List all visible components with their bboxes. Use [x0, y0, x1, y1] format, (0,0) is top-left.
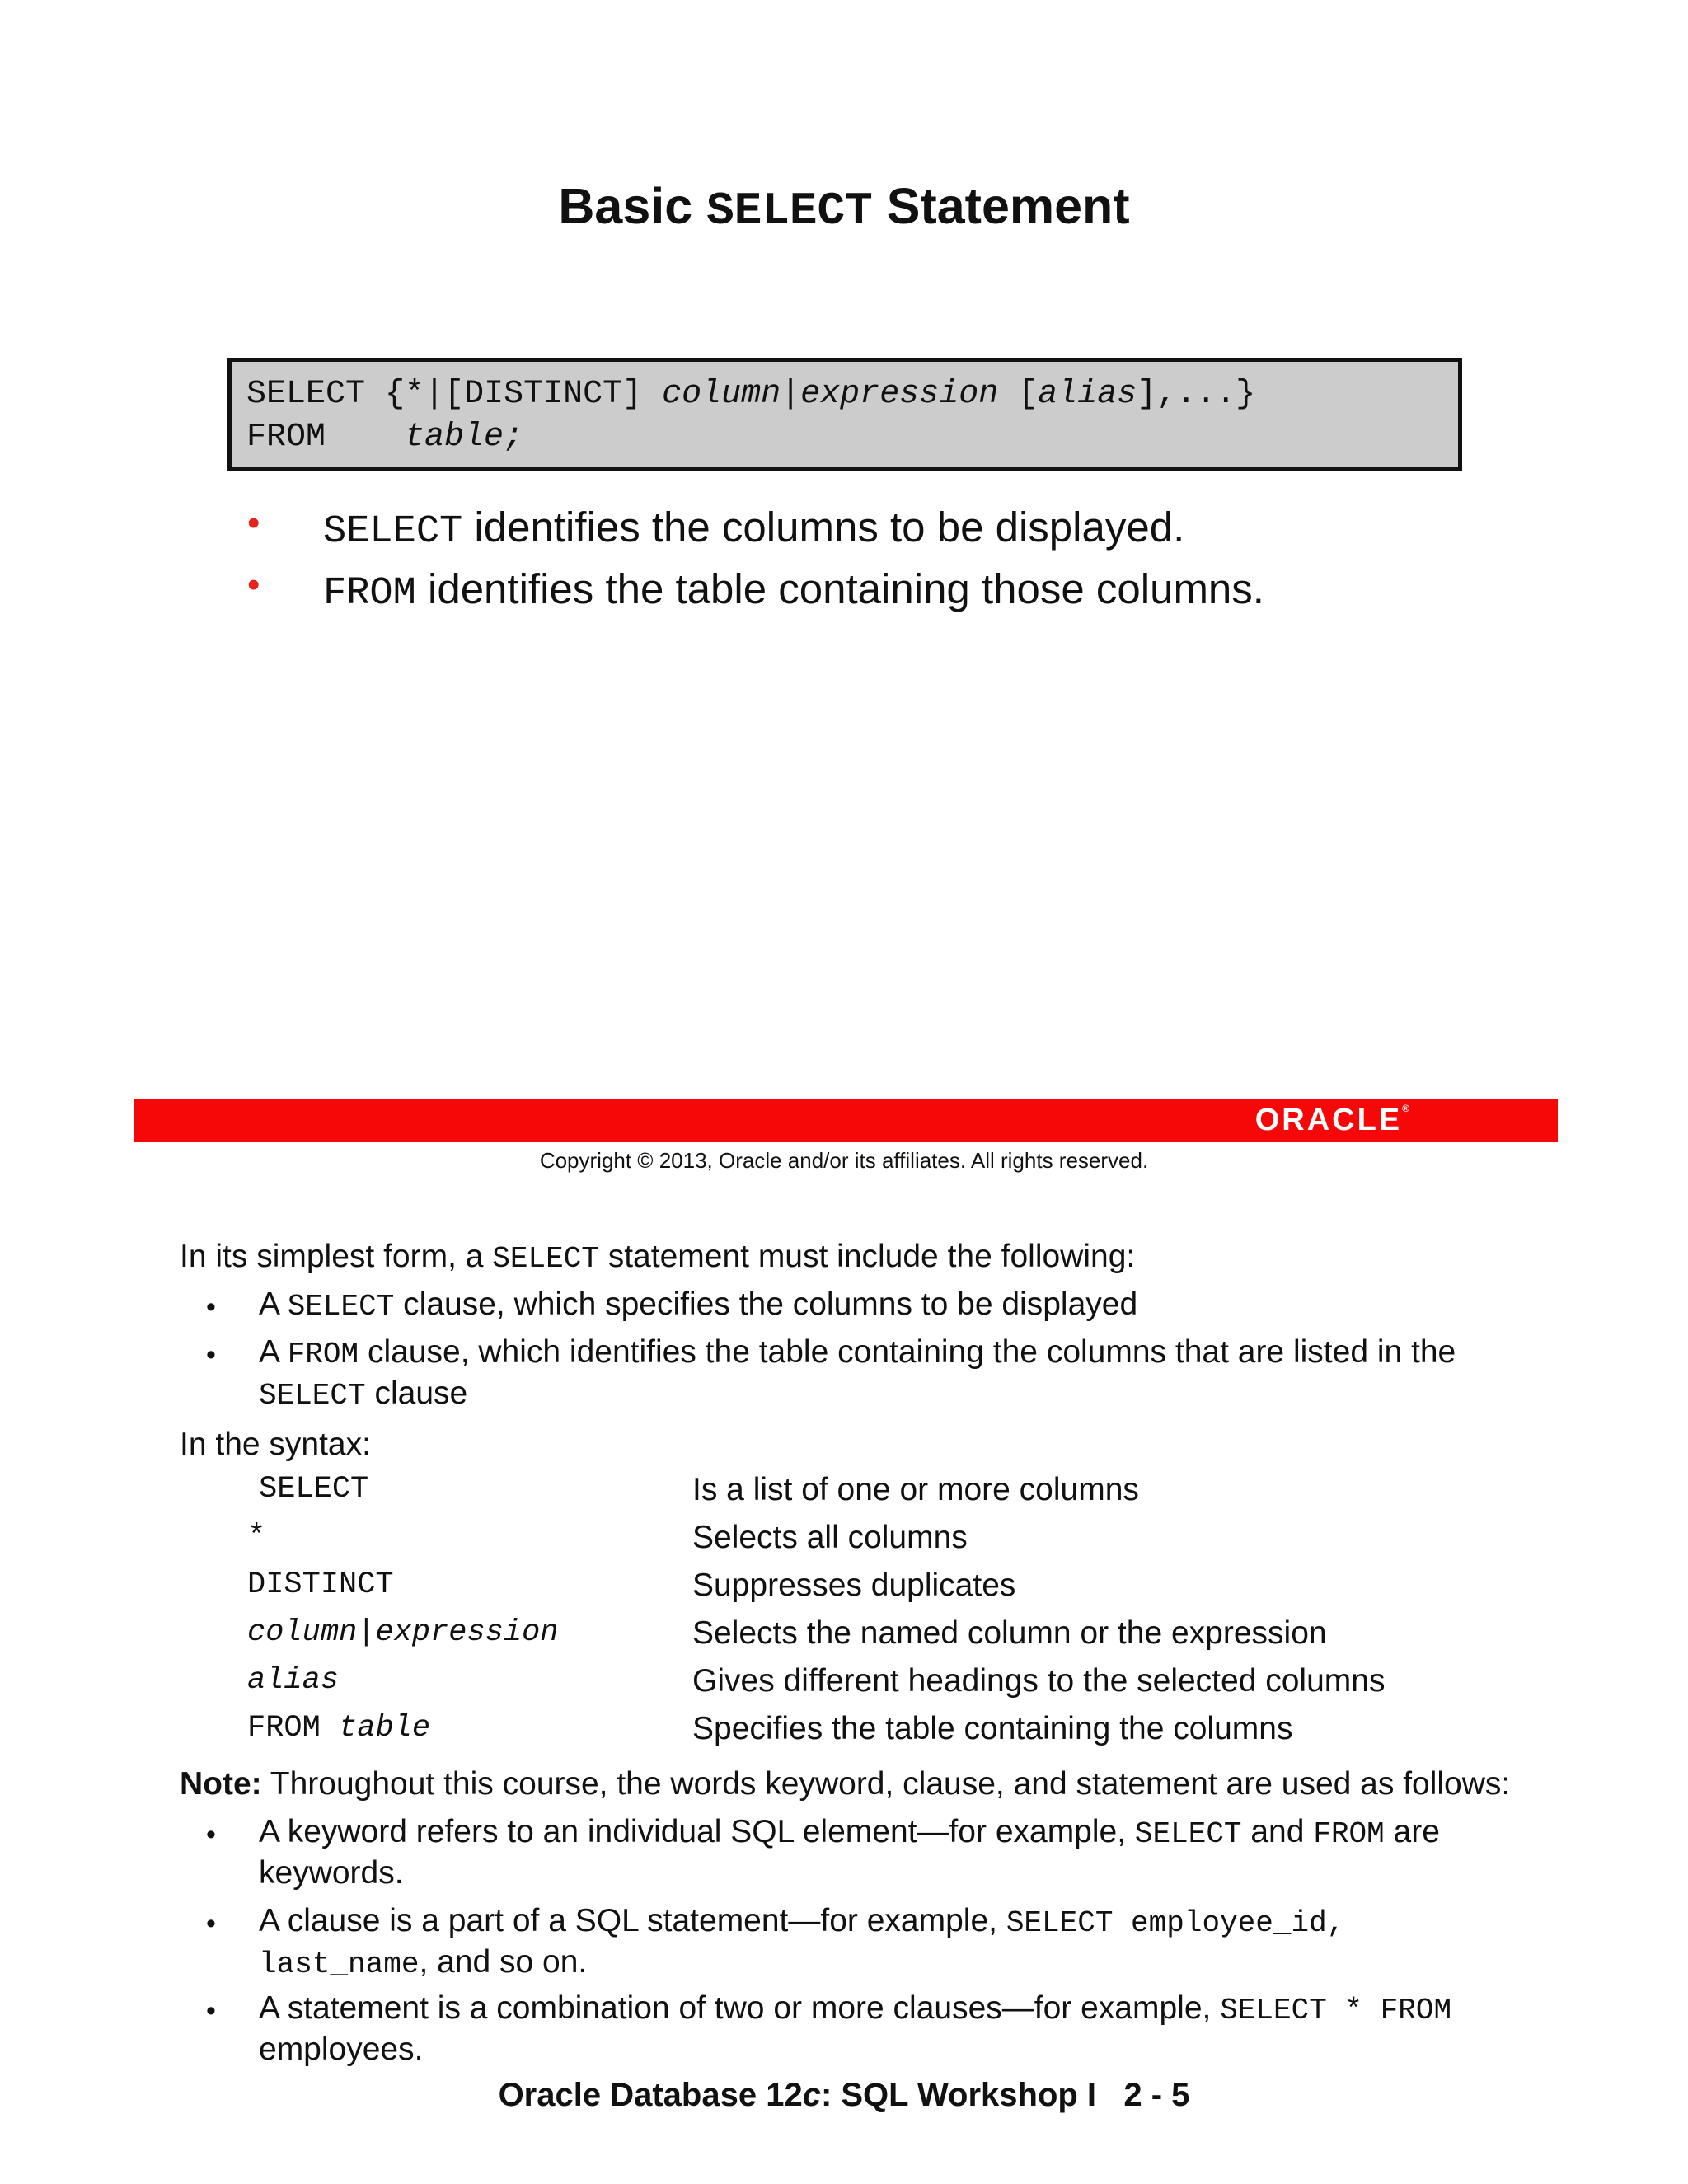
notes-bullet-2-cont: SELECT clause: [259, 1376, 468, 1413]
syntax-heading: In the syntax:: [180, 1427, 371, 1462]
page-footer: Oracle Database 12c: SQL Workshop I 2 - 5: [498, 2077, 1190, 2113]
syntax-brace: {*|[DISTINCT]: [385, 376, 643, 413]
bullet-icon: •: [206, 1908, 216, 1939]
bullet-code: FROM: [323, 572, 416, 616]
syntax-desc: Selects all columns: [692, 1520, 968, 1555]
syntax-term: FROM table: [247, 1711, 431, 1746]
syntax-close: ],...}: [1137, 376, 1256, 413]
syntax-term: column|expression: [247, 1615, 559, 1650]
bullet-icon: •: [247, 503, 260, 543]
syntax-table: table;: [405, 419, 524, 456]
syntax-term: DISTINCT: [247, 1568, 394, 1602]
note-bullet-2-cont: last_name, and so on.: [259, 1944, 588, 1981]
bullet-code: SELECT: [323, 510, 463, 554]
syntax-row: [0, 1615, 1688, 1661]
syntax-select-kw: SELECT: [246, 376, 366, 413]
syntax-desc: Specifies the table containing the columns: [692, 1711, 1293, 1746]
note-bullet-3: A statement is a combination of two or more clauses—for example, SELECT * FROM: [259, 1990, 1452, 2027]
note-bullet-3-cont: employees.: [259, 2032, 424, 2067]
syntax-desc: Is a list of one or more columns: [692, 1472, 1139, 1507]
syntax-line-1: [246, 373, 1458, 416]
note-bullet-1: A keyword refers to an individual SQL element—for example, SELECT and FROM are: [259, 1814, 1440, 1851]
syntax-term: alias: [247, 1663, 340, 1698]
note-bullet-2: A clause is a part of a SQL statement—for example, SELECT employee_id,: [259, 1903, 1345, 1940]
notes-bullet-1: A SELECT clause, which specifies the columns to be displayed: [259, 1286, 1138, 1324]
syntax-row: [0, 1711, 1688, 1757]
bullet-icon: •: [206, 1291, 216, 1323]
note-bullet-1-cont: keywords.: [259, 1855, 404, 1891]
syntax-expression: expression: [800, 376, 999, 413]
bullet-icon: •: [206, 1339, 216, 1371]
syntax-row: [0, 1472, 1688, 1518]
syntax-line-2: [246, 416, 1458, 459]
syntax-box: [227, 358, 1462, 471]
notes-bullet-2: A FROM clause, which identifies the table containing the columns that are listed in the: [259, 1334, 1456, 1371]
syntax-desc: Suppresses duplicates: [692, 1568, 1016, 1603]
oracle-logo: ORACLE®: [1254, 1103, 1409, 1137]
syntax-term: SELECT: [259, 1472, 369, 1507]
syntax-bar: |: [781, 376, 801, 413]
syntax-desc: Gives different headings to the selected columns: [692, 1663, 1386, 1699]
slide-title: [0, 177, 1688, 237]
copyright-notice: Copyright © 2013, Oracle and/or its affiliates. All rights reserved.: [539, 1148, 1149, 1173]
syntax-desc: Selects the named column or the expression: [692, 1615, 1327, 1651]
syntax-column: column: [662, 376, 781, 413]
title-post: Statement: [886, 178, 1130, 234]
bullet-icon: •: [206, 1819, 216, 1850]
syntax-open: [: [1018, 376, 1039, 413]
syntax-from-kw: FROM: [246, 419, 326, 456]
bullet-text: identifies the columns to be displayed.: [462, 504, 1185, 551]
notes-intro: In its simplest form, a SELECT statement must include the following:: [180, 1239, 1136, 1276]
title-pre: Basic: [558, 178, 693, 234]
note-paragraph: Note: Throughout this course, the words keyword, clause, and statement are used as follows:: [180, 1766, 1511, 1802]
syntax-row: [0, 1568, 1688, 1614]
syntax-row: [0, 1663, 1688, 1709]
bullet-icon: •: [206, 1995, 216, 2027]
note-label: Note:: [180, 1766, 262, 1802]
syntax-alias: alias: [1038, 376, 1137, 413]
oracle-footer-bar: [134, 1099, 1558, 1142]
title-code: SELECT: [706, 185, 873, 237]
syntax-term: *: [247, 1520, 266, 1554]
bullet-icon: •: [247, 565, 260, 605]
bullet-text: identifies the table containing those columns.: [415, 565, 1264, 612]
syntax-row: [0, 1520, 1688, 1566]
